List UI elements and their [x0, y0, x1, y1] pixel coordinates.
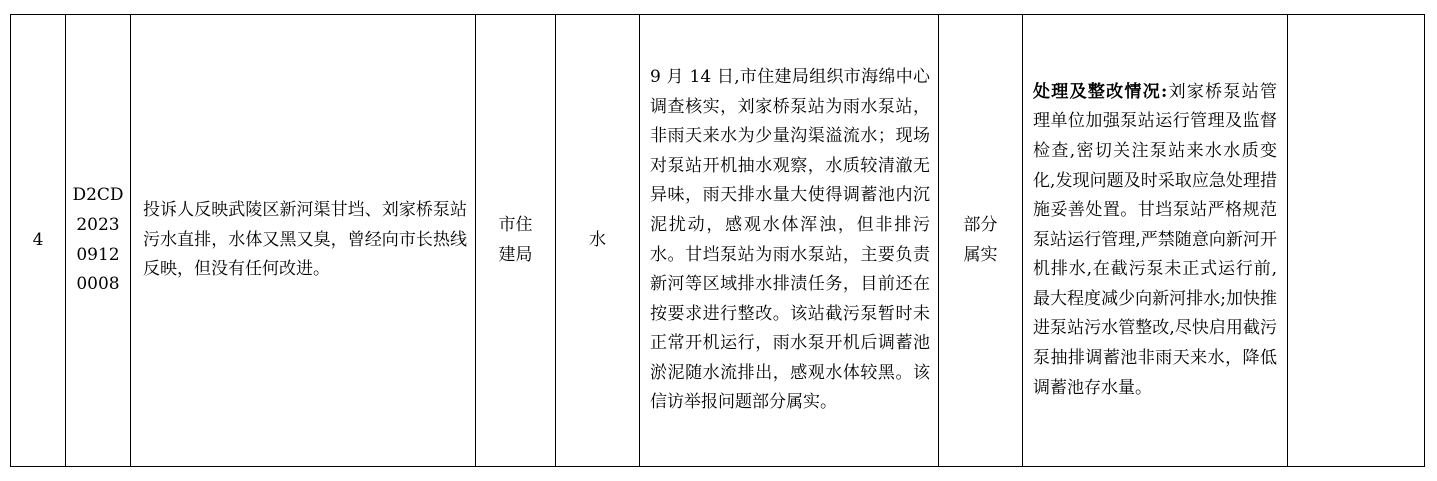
investigation-text: 9 月 14 日,市住建局组织市海绵中心调查核实，刘家桥泵站为雨水泵站，非雨天来水为少量沟渠溢流水；现场对泵站开机抽水观察，水质较清澈无异味，雨天排水量大使得调蓄池内沉泥扰动，感观水体浑浊，但非排污水。甘垱泵站为雨水泵站，主要负责新河等区域排水排渍任务，目前还在按要求进行整改。该站截污泵暂时未正常开机运行，雨水泵开机后调蓄池淤泥随水流排出，感观水体较黑。该信访举报问题部分属实。 — [650, 66, 930, 413]
department-line: 建局 — [498, 244, 533, 265]
table-row — [11, 15, 1425, 467]
complaint-text: 投诉人反映武陵区新河渠甘垱、刘家桥泵站污水直排，水体又黑又臭，曾经向市长热线反映，但没有任何改进。 — [143, 200, 467, 280]
row-index-cell — [11, 15, 66, 467]
verdict-line: 部分 — [963, 214, 998, 235]
handling-paragraph — [1033, 78, 1277, 404]
handling-label: 处理及整改情况: — [1033, 81, 1168, 102]
verdict-cell — [939, 15, 1023, 467]
case-id-cell — [66, 15, 131, 467]
case-id-line: 2023 — [76, 214, 120, 235]
complaint-table — [10, 14, 1425, 467]
handling-text: 刘家桥泵站管理单位加强泵站运行管理及监督检查,密切关注泵站来水水质变化,发现问题及时采取应急处理措施妥善处置。甘垱泵站严格规范泵站运行管理,严禁随意向新河开机排水,在截污泵未正式运行前,最大程度减少向新河排水;加快推进泵站污水管整改,尽快启用截污泵抽排调蓄池非雨天来水，降低调蓄池存水量。 — [1033, 81, 1277, 398]
category-text: 水 — [589, 229, 606, 250]
department-cell — [476, 15, 556, 467]
investigation-cell — [640, 15, 939, 467]
verdict-line: 属实 — [963, 244, 998, 265]
case-id-line: D2CD — [72, 185, 124, 206]
case-id-line: 0912 — [76, 244, 120, 265]
remarks-cell — [1288, 15, 1425, 467]
category-cell — [556, 15, 640, 467]
handling-cell — [1023, 15, 1288, 467]
department-line: 市住 — [498, 214, 533, 235]
row-index: 4 — [32, 229, 44, 250]
case-id-line: 0008 — [76, 274, 120, 295]
complaint-cell — [131, 15, 476, 467]
